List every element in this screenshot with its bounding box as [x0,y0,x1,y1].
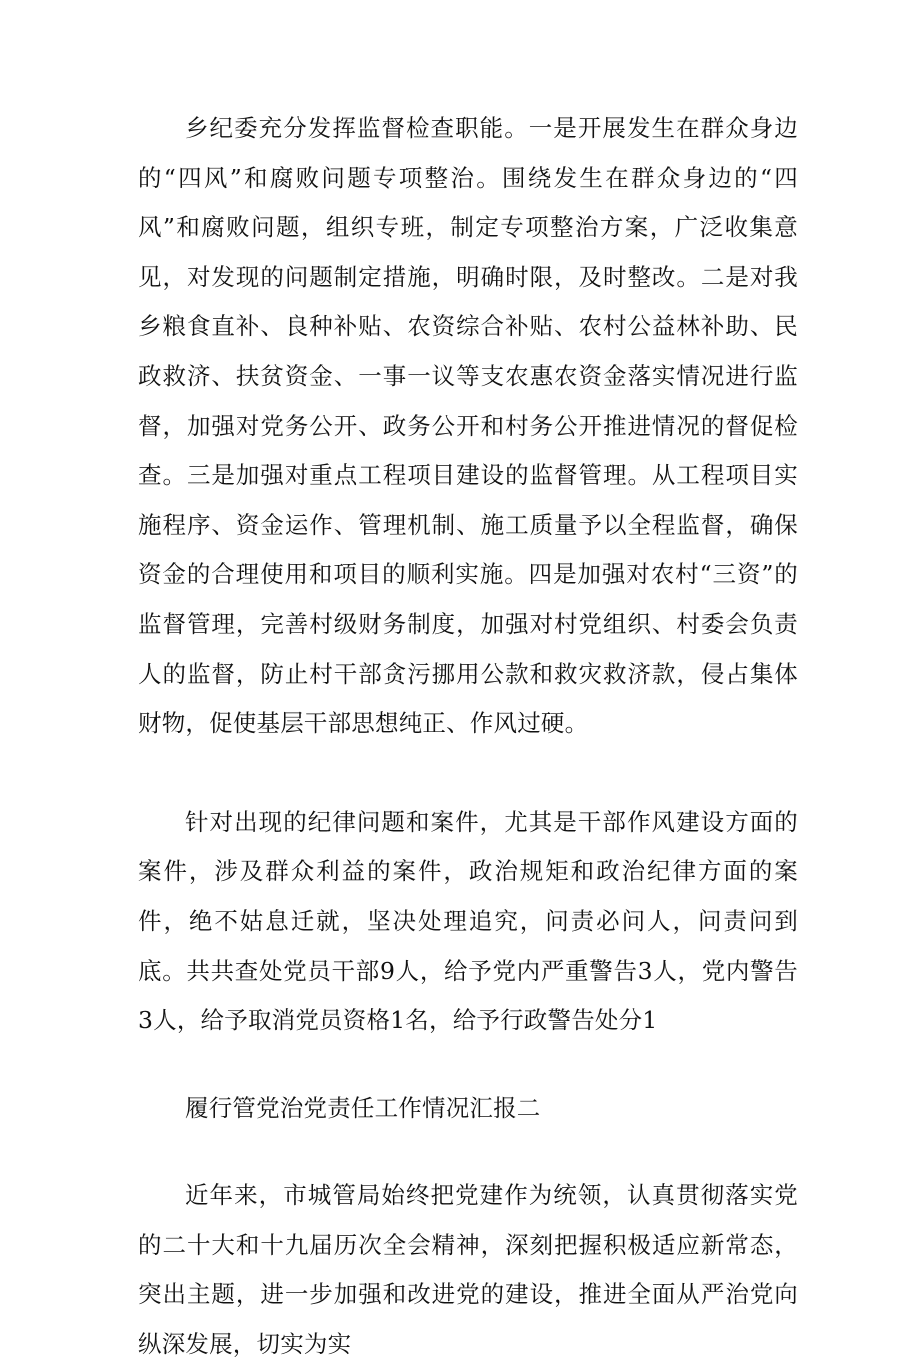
paragraph-urban-management: 近年来，市城管局始终把党建作为统领，认真贯彻落实党的二十大和十九届历次全会精神，深刻把握积极适应新常态，突出主题，进一步加强和改进党的建设，推进全面从严治党向纵深发展，切实为实 [138,1181,798,1359]
document-page [138,104,798,1370]
paragraph-supervision: 乡纪委充分发挥监督检查职能。一是开展发生在群众身边的“四风”和腐败问题专项整治。围绕发生在群众身边的“四风”和腐败问题，组织专班，制定专项整治方案，广泛收集意见，对发现的问题制定措施，明确时限，及时整改。二是对我乡粮食直补、良种补贴、农资综合补贴、农村公益林补助、民政救济、扶贫资金、一事一议等支农惠农资金落实情况进行监督，加强对党务公开、政务公开和村务公开推进情况的督促检查。三是加强对重点工程项目建设的监督管理。从工程项目实施程序、资金运作、管理机制、施工质量予以全程监督，确保资金的合理使用和项目的顺利实施。四是加强对农村“三资”的监督管理，完善村级财务制度，加强对村党组织、村委会负责人的监督，防止村干部贪污挪用公款和救灾救济款，侵占集体财物，促使基层干部思想纯正、作风过硬。 [138,114,798,738]
section-heading: 履行管党治党责任工作情况汇报二 [185,1093,541,1122]
paragraph-discipline-cases: 针对出现的纪律问题和案件，尤其是干部作风建设方面的案件，涉及群众利益的案件，政治规矩和政治纪律方面的案件，绝不姑息迁就，坚决处理追究，问责必问人，问责问到底。共共查处党员干部9人，给予党内严重警告3人，党内警告3人，给予取消党员资格1名，给予行政警告处分1 [138,807,798,1035]
